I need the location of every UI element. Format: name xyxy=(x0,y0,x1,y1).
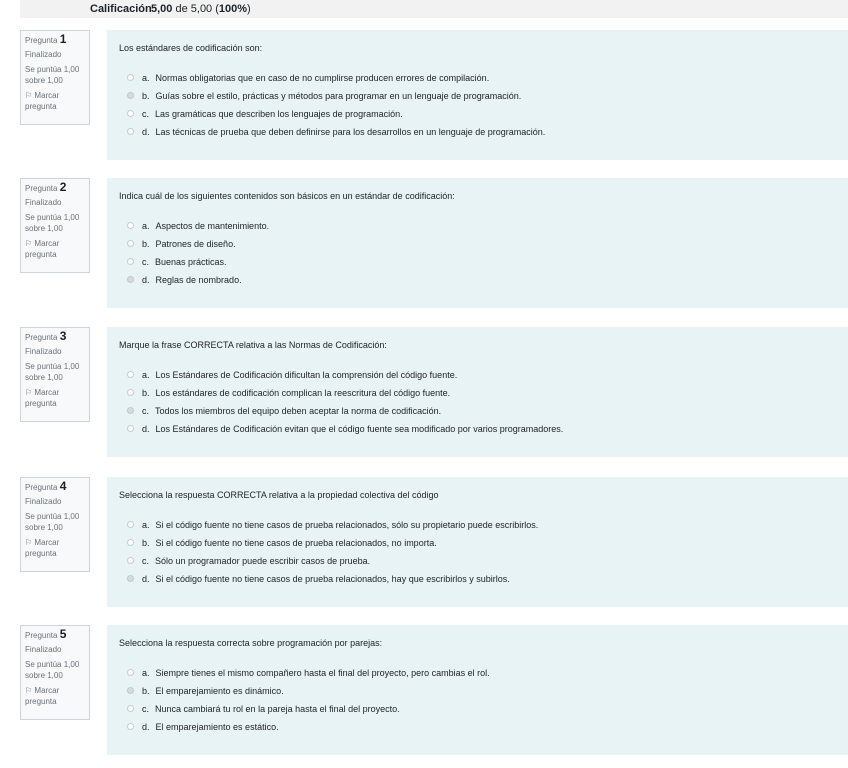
radio-button[interactable] xyxy=(127,371,134,378)
answer-text: El emparejamiento es dinámico. xyxy=(155,686,284,696)
answer-text: Los Estándares de Codificación dificultan la comprensión del código fuente. xyxy=(155,370,458,380)
question-content xyxy=(107,178,848,308)
question-state: Finalizado xyxy=(25,50,62,59)
answer-letter: a. xyxy=(142,668,150,678)
question-grade xyxy=(25,64,89,86)
answer-option[interactable] xyxy=(127,555,538,573)
radio-button[interactable] xyxy=(127,128,134,135)
question-content xyxy=(107,30,848,160)
question-5 xyxy=(20,625,848,755)
question-grade xyxy=(25,659,89,681)
question-label: Pregunta xyxy=(25,184,58,193)
radio-button[interactable] xyxy=(127,669,134,676)
answer-text: El emparejamiento es estático. xyxy=(155,722,279,732)
answer-letter: d. xyxy=(142,574,150,584)
answer-option[interactable] xyxy=(127,90,545,108)
answer-list xyxy=(127,369,563,441)
flag-question-link[interactable] xyxy=(25,685,89,707)
answer-text: Normas obligatorias que en caso de no cumplirse producen errores de compilación. xyxy=(155,73,490,83)
radio-button[interactable] xyxy=(127,575,134,582)
radio-button[interactable] xyxy=(127,240,134,247)
radio-button[interactable] xyxy=(127,557,134,564)
answer-text: Buenas prácticas. xyxy=(155,257,227,267)
answer-option[interactable] xyxy=(127,72,545,90)
answer-option[interactable] xyxy=(127,220,269,238)
question-grade-line1: Se puntúa 1,00 xyxy=(25,65,80,74)
answer-letter: c. xyxy=(142,556,150,566)
answer-letter: d. xyxy=(142,722,150,732)
answer-option[interactable] xyxy=(127,238,269,256)
flag-label-line2: pregunta xyxy=(25,549,57,558)
flag-label-line2: pregunta xyxy=(25,399,57,408)
question-text: Selecciona la respuesta correcta sobre programación por parejas: xyxy=(119,638,383,648)
answer-list xyxy=(127,72,545,144)
question-info xyxy=(20,625,90,720)
answer-option[interactable] xyxy=(127,519,538,537)
answer-letter: b. xyxy=(142,388,150,398)
radio-button[interactable] xyxy=(127,539,134,546)
grade-summary xyxy=(20,0,848,18)
answer-option[interactable] xyxy=(127,423,563,441)
question-number-value: 3 xyxy=(59,329,67,343)
answer-option[interactable] xyxy=(127,405,563,423)
radio-button[interactable] xyxy=(127,222,134,229)
question-grade-line2: sobre 1,00 xyxy=(25,76,63,85)
grade-percent: 100% xyxy=(218,3,248,15)
question-info xyxy=(20,327,90,422)
radio-button[interactable] xyxy=(127,276,134,283)
answer-letter: b. xyxy=(142,538,150,548)
flag-label-line1: Marcar xyxy=(34,388,60,397)
radio-button[interactable] xyxy=(127,92,134,99)
answer-letter: b. xyxy=(142,239,150,249)
question-grade-line1: Se puntúa 1,00 xyxy=(25,362,80,371)
question-number xyxy=(25,34,89,46)
question-4 xyxy=(20,477,848,607)
answer-text: Si el código fuente no tiene casos de prueba relacionados, no importa. xyxy=(155,538,437,548)
question-label: Pregunta xyxy=(25,631,58,640)
radio-button[interactable] xyxy=(127,110,134,117)
question-number-value: 2 xyxy=(59,180,67,194)
answer-option[interactable] xyxy=(127,256,269,274)
question-grade-line2: sobre 1,00 xyxy=(25,373,63,382)
question-grade-line2: sobre 1,00 xyxy=(25,224,63,233)
grade-score: 5,00 xyxy=(151,3,173,15)
question-grade-line1: Se puntúa 1,00 xyxy=(25,213,80,222)
flag-icon: ⚐ xyxy=(25,538,33,547)
question-number-value: 1 xyxy=(59,32,67,46)
question-text: Selecciona la respuesta CORRECTA relativa a la propiedad colectiva del código xyxy=(119,490,439,500)
answer-option[interactable] xyxy=(127,573,538,591)
flag-label-line1: Marcar xyxy=(34,239,60,248)
answer-text: Patrones de diseño. xyxy=(155,239,236,249)
flag-label-line2: pregunta xyxy=(25,250,57,259)
question-state: Finalizado xyxy=(25,198,62,207)
answer-text: Guías sobre el estilo, prácticas y métodos para programar en un lenguaje de programación. xyxy=(155,91,522,101)
answer-text: Siempre tienes el mismo compañero hasta el final del proyecto, pero cambias el rol. xyxy=(155,668,490,678)
flag-label-line2: pregunta xyxy=(25,697,57,706)
answer-letter: a. xyxy=(142,370,150,380)
question-content xyxy=(107,625,848,755)
radio-button[interactable] xyxy=(127,705,134,712)
question-info xyxy=(20,178,90,273)
flag-label-line1: Marcar xyxy=(34,91,60,100)
question-state: Finalizado xyxy=(25,347,62,356)
question-text: Marque la frase CORRECTA relativa a las Normas de Codificación: xyxy=(119,340,387,350)
radio-button[interactable] xyxy=(127,425,134,432)
answer-text: Aspectos de mantenimiento. xyxy=(155,221,270,231)
grade-label: Calificación xyxy=(90,3,152,15)
grade-value xyxy=(151,0,251,18)
answer-list xyxy=(127,519,538,591)
question-grade xyxy=(25,361,89,383)
answer-option[interactable] xyxy=(127,369,563,387)
flag-question-link[interactable] xyxy=(25,537,89,559)
answer-letter: a. xyxy=(142,73,150,83)
question-state: Finalizado xyxy=(25,645,62,654)
question-grade-line1: Se puntúa 1,00 xyxy=(25,660,80,669)
answer-text: Los Estándares de Codificación evitan que el código fuente sea modificado por varios programadores. xyxy=(155,424,564,434)
answer-option[interactable] xyxy=(127,108,545,126)
question-text: Indica cuál de los siguientes contenidos son básicos en un estándar de codificación: xyxy=(119,191,455,201)
answer-letter: a. xyxy=(142,520,150,530)
question-number xyxy=(25,481,89,493)
answer-option[interactable] xyxy=(127,667,490,685)
answer-list xyxy=(127,667,490,739)
answer-letter: b. xyxy=(142,686,150,696)
answer-letter: c. xyxy=(142,704,150,714)
question-info xyxy=(20,30,90,125)
answer-option[interactable] xyxy=(127,703,490,721)
radio-button[interactable] xyxy=(127,258,134,265)
grade-close: ) xyxy=(247,3,251,15)
question-number xyxy=(25,629,89,641)
flag-icon: ⚐ xyxy=(25,686,33,695)
question-label: Pregunta xyxy=(25,333,58,342)
answer-text: Los estándares de codificación complican la reescritura del código fuente. xyxy=(155,388,451,398)
question-grade xyxy=(25,511,89,533)
answer-text: Nunca cambiará tu rol en la pareja hasta el final del proyecto. xyxy=(155,704,400,714)
radio-button[interactable] xyxy=(127,74,134,81)
question-info xyxy=(20,477,90,572)
answer-letter: d. xyxy=(142,424,150,434)
question-3 xyxy=(20,327,848,457)
question-number xyxy=(25,182,89,194)
answer-text: Las gramáticas que describen los lenguajes de programación. xyxy=(155,109,403,119)
question-number xyxy=(25,331,89,343)
question-grade xyxy=(25,212,89,234)
question-grade-line2: sobre 1,00 xyxy=(25,523,63,532)
grade-suffix: de 5,00 ( xyxy=(172,3,219,15)
question-2 xyxy=(20,178,848,308)
answer-text: Las técnicas de prueba que deben definirse para los desarrollos en un lenguaje de programación. xyxy=(155,127,546,137)
flag-label-line1: Marcar xyxy=(34,686,60,695)
answer-option[interactable] xyxy=(127,537,538,555)
answer-letter: c. xyxy=(142,109,150,119)
question-number-value: 5 xyxy=(59,627,67,641)
answer-text: Todos los miembros del equipo deben aceptar la norma de codificación. xyxy=(155,406,442,416)
answer-option[interactable] xyxy=(127,721,490,739)
question-number-value: 4 xyxy=(59,479,67,493)
answer-option[interactable] xyxy=(127,387,563,405)
radio-button[interactable] xyxy=(127,521,134,528)
answer-letter: a. xyxy=(142,221,150,231)
question-content xyxy=(107,477,848,607)
flag-question-link[interactable] xyxy=(25,90,89,112)
answer-text: Reglas de nombrado. xyxy=(155,275,242,285)
answer-letter: d. xyxy=(142,275,150,285)
question-content xyxy=(107,327,848,457)
answer-option[interactable] xyxy=(127,126,545,144)
answer-text: Si el código fuente no tiene casos de prueba relacionados, sólo su propietario puede escribirlos. xyxy=(155,520,539,530)
flag-question-link[interactable] xyxy=(25,238,89,260)
flag-icon: ⚐ xyxy=(25,239,33,248)
radio-button[interactable] xyxy=(127,687,134,694)
answer-letter: b. xyxy=(142,91,150,101)
question-1 xyxy=(20,30,848,160)
answer-option[interactable] xyxy=(127,685,490,703)
answer-text: Sólo un programador puede escribir casos de prueba. xyxy=(155,556,371,566)
flag-question-link[interactable] xyxy=(25,387,89,409)
flag-label-line1: Marcar xyxy=(34,538,60,547)
question-label: Pregunta xyxy=(25,483,58,492)
radio-button[interactable] xyxy=(127,389,134,396)
answer-option[interactable] xyxy=(127,274,269,292)
radio-button[interactable] xyxy=(127,723,134,730)
question-state: Finalizado xyxy=(25,497,62,506)
question-grade-line1: Se puntúa 1,00 xyxy=(25,512,80,521)
flag-icon: ⚐ xyxy=(25,91,33,100)
answer-letter: d. xyxy=(142,127,150,137)
question-grade-line2: sobre 1,00 xyxy=(25,671,63,680)
question-text: Los estándares de codificación son: xyxy=(119,43,263,53)
answer-text: Si el código fuente no tiene casos de prueba relacionados, hay que escribirlos y subirlos. xyxy=(155,574,510,584)
answer-list xyxy=(127,220,269,292)
flag-icon: ⚐ xyxy=(25,388,33,397)
flag-label-line2: pregunta xyxy=(25,102,57,111)
question-label: Pregunta xyxy=(25,36,58,45)
answer-letter: c. xyxy=(142,406,150,416)
answer-letter: c. xyxy=(142,257,150,267)
radio-button[interactable] xyxy=(127,407,134,414)
